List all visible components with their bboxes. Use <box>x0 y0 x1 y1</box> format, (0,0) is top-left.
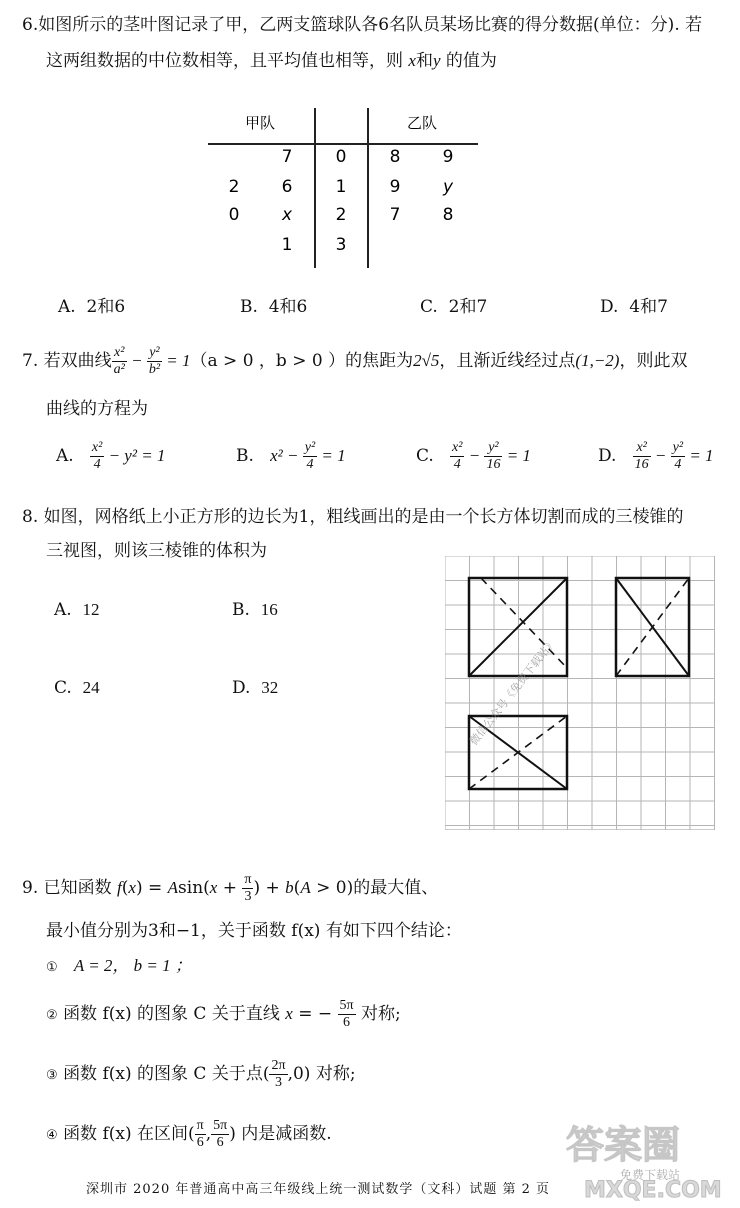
q7-t4: 曲线的方程为 <box>46 399 148 419</box>
q6-option-c <box>420 292 487 317</box>
option-text: 32 <box>261 678 279 697</box>
q7-line1: 7. 若双曲线 $\frac{\text{x²}}{\text{a²}}$ − $\frac{\text{y²}}{\text{b²}}$ = 1（a > 0 ，b > 0 ）的焦距为2√5，且渐近线经过点(1,−2)，则此双 <box>22 345 688 377</box>
option-label: B. <box>240 297 258 317</box>
circled-2: ② <box>46 1008 58 1023</box>
q9-c4a: 函数 f(x) 在区间 <box>63 1124 189 1144</box>
option-label: D. <box>598 446 617 466</box>
q9-line2 <box>46 920 462 942</box>
q6-text2b: 的值为 <box>445 51 497 71</box>
leaf-left-0-1: 7 <box>281 147 293 167</box>
q9-conclusion-3: ③ 函数 f(x) 的图象 C 关于点( $\frac{2\pi}{3}$ ,0) 对称; <box>46 1058 356 1090</box>
stem-2: 2 <box>335 205 347 225</box>
q6-var-y: y <box>432 51 441 70</box>
q8-text1: 如图，网格纸上小正方形的边长为1，粗线画出的是由一个长方体切割而成的三棱锥的 <box>43 507 684 527</box>
q9-c3c: 对称; <box>315 1064 356 1084</box>
q8-line2 <box>46 540 267 562</box>
circled-4: ④ <box>46 1128 58 1143</box>
q8-number: 8. <box>22 507 39 527</box>
option-label: B. <box>232 600 250 620</box>
option-label: C. <box>420 297 438 317</box>
leaf-right-1-1: y <box>442 177 454 197</box>
page-footer: 深圳市 2020 年普通高中高三年级线上统一测试数学（文科）试题 第 2 页 <box>86 1182 551 1197</box>
stem-0: 0 <box>335 147 347 167</box>
q9-conclusion-1 <box>46 955 192 979</box>
option-label: A. <box>58 297 76 317</box>
hyperbola-term-y: $\frac{\text{y²}}{\text{b²}}$ <box>148 345 161 377</box>
leaf-left-2-0: 0 <box>228 205 240 225</box>
option-text: 12 <box>82 600 100 619</box>
q9-c1-text: A = 2， b = 1 ； <box>73 956 192 975</box>
site-stamp-logo <box>560 1112 736 1204</box>
q7-t2: ，且渐近线经过点 <box>439 351 576 371</box>
watermark-text: 微信公众号《免费下载站》 <box>467 635 559 748</box>
option-label: D. <box>600 297 619 317</box>
q6-option-a <box>58 292 125 317</box>
q6-var-x: x <box>408 51 416 70</box>
q6-option-b <box>240 292 307 317</box>
q8-option-a <box>54 600 100 620</box>
q6-line1 <box>22 14 732 36</box>
leaf-right-0-0: 8 <box>389 147 401 167</box>
option-text: 2和6 <box>86 297 126 317</box>
q7-condition: （a > 0 ，b > 0 ）的焦距为 <box>190 351 414 371</box>
q7-option-b: B. x² − $\frac{\text{y²}}{4}$ = 1 <box>236 440 346 472</box>
q7-line2 <box>46 398 148 420</box>
q6-and: 和 <box>415 51 433 71</box>
q9-c2a: 函数 f(x) 的图象 C 关于直线 <box>63 1004 280 1024</box>
q9-t1: 已知函数 <box>43 878 112 898</box>
q8-option-c <box>54 678 100 698</box>
leaf-right-0-1: 9 <box>442 147 454 167</box>
q6-text2a: 这两组数据的中位数相等，且平均值也相等，则 <box>46 51 403 71</box>
stem-1: 1 <box>335 177 347 197</box>
option-label: C. <box>416 446 434 466</box>
q9-c2c: 对称; <box>360 1004 401 1024</box>
option-text: 24 <box>82 678 100 697</box>
leaf-right-2-1: 8 <box>442 205 454 225</box>
q9-conclusion-4: ④ 函数 f(x) 在区间( $\frac{\pi}{6}$ , $\frac{5\pi}{6}$ ) 内是减函数. <box>46 1118 332 1150</box>
q7-number: 7. <box>22 351 39 371</box>
q7-option-a: A. $\frac{\text{x²}}{4}$ − y² = 1 <box>56 440 166 472</box>
option-text: 4和7 <box>629 297 668 317</box>
q8-text2: 三视图，则该三棱锥的体积为 <box>46 541 267 561</box>
q8-line1 <box>22 506 737 528</box>
leaf-right-1-0: 9 <box>389 177 401 197</box>
circled-3: ③ <box>46 1068 58 1083</box>
q9-c3a: 函数 f(x) 的图象 C 关于点 <box>63 1064 263 1084</box>
leaf-right-2-0: 7 <box>389 205 401 225</box>
option-label: A. <box>54 600 72 620</box>
option-text: 2和7 <box>448 297 488 317</box>
left-team-header: 甲队 <box>244 114 276 132</box>
option-text: 4和6 <box>268 297 308 317</box>
stem-3: 3 <box>335 235 347 255</box>
q7-focal-length: 2√5 <box>413 351 440 370</box>
q9-c4c: 内是减函数. <box>241 1124 332 1144</box>
q9-t2: 的最大值、 <box>353 878 439 898</box>
q7-option-c: C. $\frac{\text{x²}}{4}$ − $\frac{\text{y²}}{16}$ = 1 <box>416 440 531 472</box>
q8-option-b <box>232 600 278 620</box>
option-label: C. <box>54 678 72 698</box>
stamp-logo-text: 答案圈 <box>566 1123 681 1167</box>
option-label: A. <box>56 446 74 466</box>
hyperbola-term-x: $\frac{\text{x²}}{\text{a²}}$ <box>113 345 125 377</box>
q6-option-d <box>600 292 668 317</box>
q7-option-d: D. $\frac{\text{x²}}{16}$ − $\frac{\text{y²}}{4}$ = 1 <box>598 440 714 472</box>
stem-leaf-plot <box>200 100 490 275</box>
q7-t3: ，则此双 <box>619 351 688 371</box>
q6-line2 <box>46 50 497 72</box>
option-label: B. <box>236 446 254 466</box>
leaf-left-2-1: x <box>281 205 293 225</box>
q6-text1: 如图所示的茎叶图记录了甲，乙两支篮球队各6名队员某场比赛的得分数据(单位：分). 若 <box>38 15 703 35</box>
q9-number: 9. <box>22 878 39 898</box>
option-label: D. <box>232 678 251 698</box>
stamp-site-text: MXQE.COM <box>584 1178 722 1203</box>
leaf-left-1-0: 2 <box>228 177 240 197</box>
q9-conclusion-2: ② 函数 f(x) 的图象 C 关于直线 x = − $\frac{5\pi}{6}$ 对称; <box>46 998 401 1030</box>
q7-point: (1,−2) <box>575 351 620 370</box>
q9-line1: 9. 已知函数 f(x) = Asin(x + $\frac{\pi}{3}$ ) + b(A > 0)的最大值、 <box>22 872 439 904</box>
q7-t1: 若双曲线 <box>43 351 112 371</box>
q8-option-d <box>232 678 278 698</box>
right-team-header: 乙队 <box>406 114 438 132</box>
circled-1: ① <box>46 960 58 975</box>
stamp-wechat-text: 免费下载站 <box>620 1168 681 1182</box>
leaf-left-1-1: 6 <box>281 177 293 197</box>
option-text: 16 <box>260 600 278 619</box>
q9-line2-text: 最小值分别为3和−1，关于函数 f(x) 有如下四个结论： <box>46 921 462 941</box>
three-view-figure <box>445 556 715 830</box>
leaf-left-3-1: 1 <box>281 235 293 255</box>
q6-number: 6. <box>22 15 39 35</box>
